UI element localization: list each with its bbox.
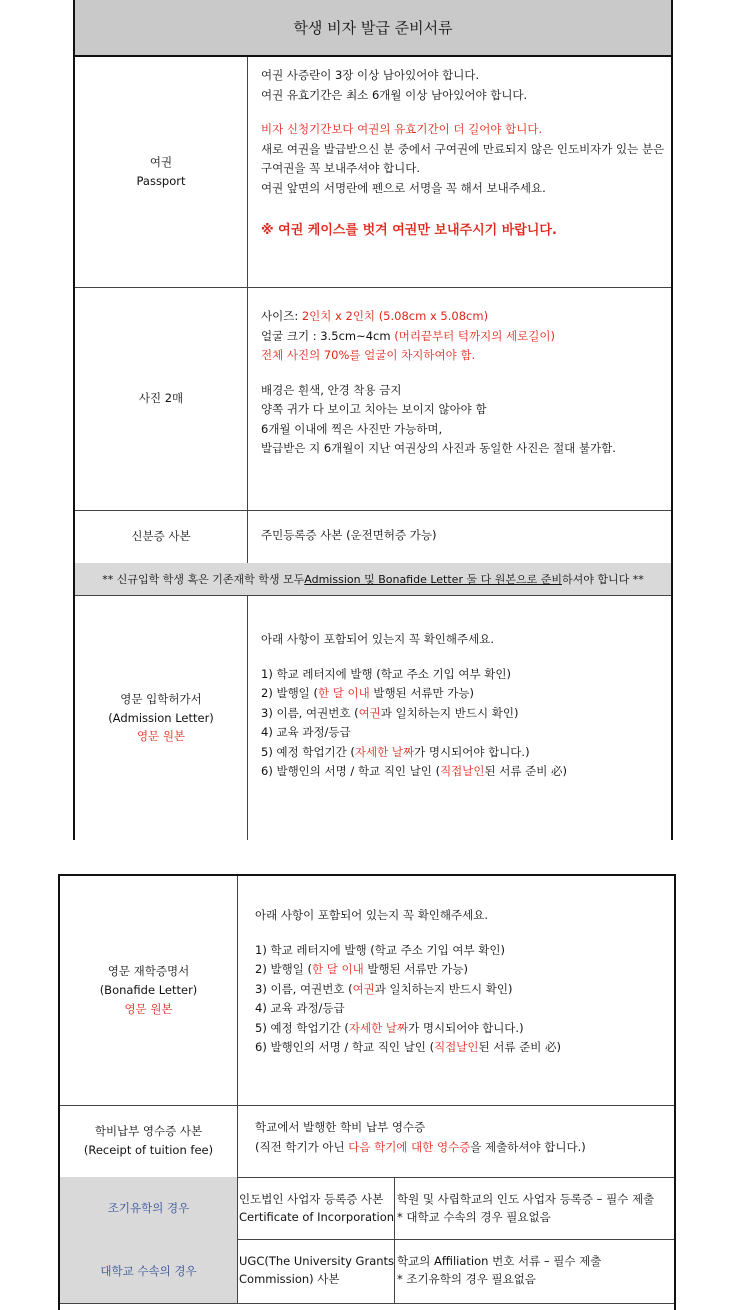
id-label-cell: 신분증 사본 bbox=[75, 510, 248, 563]
tuition-receipt-row bbox=[60, 1105, 674, 1178]
admission-checklist: 아래 사항이 포함되어 있는지 꼭 확인해주세요. 1) 학교 레터지에 발행 (학교 주소 기입 여부 확인) 2) 발행일 (한 달 이내 발행된 서류만 가능) 3) 이름, 여권번호 (여권과 일치하는지 반드시 확인) 4) 교육 과정/등급 5) 예정 학업기간 (자세한 날짜가 명시되어야 합니다.) 6) 발행인의 서명 / 학교 직인 날인 (직접날인된 서류 준비 必) bbox=[261, 632, 567, 779]
photo-details: 사이즈: 2인치 x 2인치 (5.08cm x 5.08cm) 얼굴 크기 : 3.5cm~4cm (머리끝부터 턱까지의 세로길이) 전체 사진의 70%를 얼굴이 차지하여야 함. 배경은 흰색, 안경 착용 금지 양쪽 귀가 다 보이고 치아는 보이지 않아야 함 6개월 이내에 찍은 사진만 가능하며, 발급받은 지 6개월이 지난 여권상의 사진과 동일한 사진은 절대 불가함. bbox=[261, 309, 616, 456]
passport-details: 여권 사증란이 3장 이상 남아있어야 합니다. 여권 유효기간은 최소 6개월 이상 남아있어야 합니다. 비자 신청기간보다 여권의 유효기간이 더 길어야 합니다. 새로 여권을 발급받으신 분 중에서 구여권에 만료되지 않은 인도비자가 있는 분은 구여권을 꼭 보내주셔야 합니다. 여권 앞면의 서명란에 펜으로 서명을 꼭 해서 보내주세요. ※ 여권 케이스를 벗겨 여권만 보내주시기 바랍니다. bbox=[261, 66, 663, 242]
university-label-cell: 대학교 수속의 경우 bbox=[60, 1239, 238, 1303]
id-row bbox=[75, 510, 671, 564]
early-study-label-cell: 조기유학의 경우 bbox=[60, 1177, 238, 1239]
passport-case-warning: ※ 여권 케이스를 벗겨 여권만 보내주시기 바랍니다. bbox=[261, 223, 557, 239]
tuition-details: 학교에서 발행한 학비 납부 영수증 (직전 학기가 아닌 다음 학기에 대한 영수증을 제출하셔야 합니다.) bbox=[255, 1120, 586, 1154]
requirements-table-page1 bbox=[73, 0, 673, 840]
passport-label-cell: 여권 Passport bbox=[75, 57, 248, 287]
admission-label-cell: 영문 입학허가서 (Admission Letter) 영문 원본 bbox=[75, 596, 248, 840]
early-study-row bbox=[60, 1177, 674, 1240]
admission-letter-row bbox=[75, 596, 671, 840]
photo-label-cell: 사진 2매 bbox=[75, 287, 248, 510]
early-study-document: 인도법인 사업자 등록증 사본 Certificate of Incorporation bbox=[239, 1192, 395, 1225]
early-study-requirement: 학원 및 사립학교의 인도 사업자 등록증 – 필수 제출 * 대학교 수속의 경우 필요없음 bbox=[397, 1192, 655, 1225]
university-requirement: 학교의 Affiliation 번호 서류 – 필수 제출 * 조기유학의 경우 필요없음 bbox=[397, 1254, 602, 1287]
university-document: UGC(The University Grants Commission) 사본 bbox=[239, 1254, 395, 1287]
passport-row bbox=[75, 57, 671, 288]
tuition-label-cell: 학비납부 영수증 사본 (Receipt of tuition fee) bbox=[60, 1105, 238, 1177]
bonafide-checklist: 아래 사항이 포함되어 있는지 꼭 확인해주세요. 1) 학교 레터지에 발행 (학교 주소 기입 여부 확인) 2) 발행일 (한 달 이내 발행된 서류만 가능) 3) 이름, 여권번호 (여권과 일치하는지 반드시 확인) 4) 교육 과정/등급 5) 예정 학업기간 (자세한 날짜가 명시되어야 합니다.) 6) 발행인의 서명 / 학교 직인 날인 (직접날인된 서류 준비 必) bbox=[255, 908, 561, 1055]
requirements-table-page2 bbox=[58, 874, 676, 1310]
original-documents-note: ** 신규입학 학생 혹은 기존재학 학생 모두 Admission 및 Bonafide Letter 둘 다 원본으로 준비 하셔야 합니다 ** bbox=[75, 563, 671, 596]
university-row bbox=[60, 1239, 674, 1304]
photo-row bbox=[75, 287, 671, 511]
id-details: 주민등록증 사본 (운전면허증 가능) bbox=[261, 528, 437, 542]
bonafide-label-cell: 영문 재학증명서 (Bonafide Letter) 영문 원본 bbox=[60, 876, 238, 1105]
bonafide-letter-row bbox=[60, 876, 674, 1106]
page-title: 학생 비자 발급 준비서류 bbox=[75, 0, 671, 57]
